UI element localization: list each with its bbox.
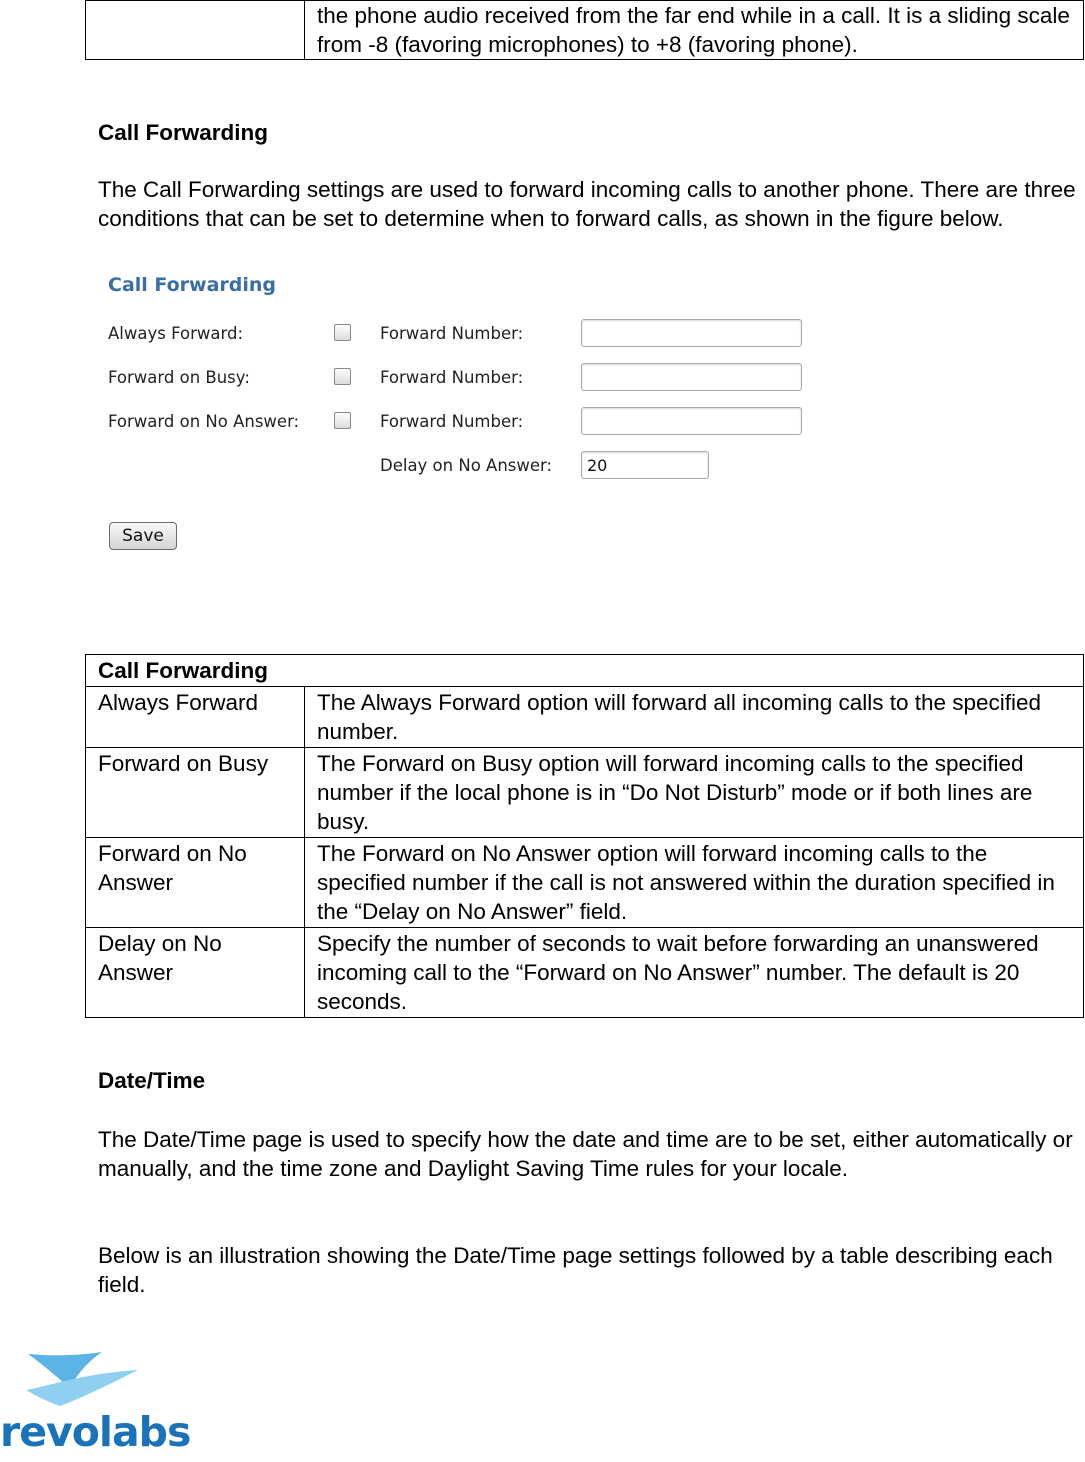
forward-busy-number-label: Forward Number: (380, 368, 524, 387)
field-description: The Forward on Busy option will forward incoming calls to the specified number if the local phone is in “Do Not Disturb” mode or if both lines are busy. (305, 748, 1084, 838)
field-description: Specify the number of seconds to wait before forwarding an unanswered incoming call to the “Forward on No Answer” number. The default is 20 seconds. (305, 928, 1084, 1018)
table-row (86, 838, 1084, 928)
table-header: Call Forwarding (86, 655, 1084, 687)
forward-no-answer-checkbox[interactable] (334, 412, 351, 429)
forward-busy-label: Forward on Busy: (108, 368, 250, 387)
forward-no-answer-number-label: Forward Number: (380, 412, 524, 431)
wave-icon (20, 1350, 144, 1408)
call-forwarding-table (85, 654, 1084, 1018)
table-header-row (86, 655, 1084, 687)
field-name: Forward on Busy (86, 748, 305, 838)
call-forwarding-screenshot (98, 266, 818, 566)
save-button[interactable]: Save (109, 522, 177, 550)
figure-title: Call Forwarding (108, 274, 277, 296)
forward-no-answer-number-input[interactable] (581, 407, 802, 435)
field-name: Forward on No Answer (86, 838, 305, 928)
date-time-illustration-note: Below is an illustration showing the Date/Time page settings followed by a table describing each field. (98, 1243, 1053, 1298)
table-cell-empty (86, 1, 305, 60)
field-description: The Always Forward option will forward all incoming calls to the specified number. (305, 687, 1084, 748)
continued-settings-table (85, 0, 1084, 60)
forward-busy-checkbox[interactable] (334, 368, 351, 385)
table-row (86, 928, 1084, 1018)
delay-no-answer-input[interactable]: 20 (581, 451, 709, 479)
table-cell-description: the phone audio received from the far end while in a call. It is a sliding scale from -8 (favoring microphones) to +8 (favoring phone). (305, 1, 1084, 60)
table-row (86, 687, 1084, 748)
field-name: Always Forward (86, 687, 305, 748)
call-forwarding-intro: The Call Forwarding settings are used to forward incoming calls to another phone. There are three conditions that can be set to determine when to forward calls, as shown in the figure below. (98, 177, 1076, 232)
date-time-intro: The Date/Time page is used to specify how the date and time are to be set, either automatically or manually, and the time zone and Daylight Saving Time rules for your locale. (98, 1127, 1073, 1182)
always-forward-checkbox[interactable] (334, 324, 351, 341)
delay-no-answer-label: Delay on No Answer: (380, 456, 553, 475)
logo-wordmark: revolabs (0, 1408, 191, 1456)
table-row (86, 1, 1084, 60)
always-forward-number-label: Forward Number: (380, 324, 524, 343)
field-description: The Forward on No Answer option will forward incoming calls to the specified number if the call is not answered within the duration specified in the “Delay on No Answer” field. (305, 838, 1084, 928)
call-forwarding-heading: Call Forwarding (98, 120, 269, 145)
always-forward-label: Always Forward: (108, 324, 243, 343)
date-time-heading: Date/Time (98, 1068, 206, 1093)
forward-busy-number-input[interactable] (581, 363, 802, 391)
revolabs-logo (0, 1350, 191, 1462)
forward-no-answer-label: Forward on No Answer: (108, 412, 300, 431)
field-name: Delay on No Answer (86, 928, 305, 1018)
always-forward-number-input[interactable] (581, 319, 802, 347)
table-row (86, 748, 1084, 838)
